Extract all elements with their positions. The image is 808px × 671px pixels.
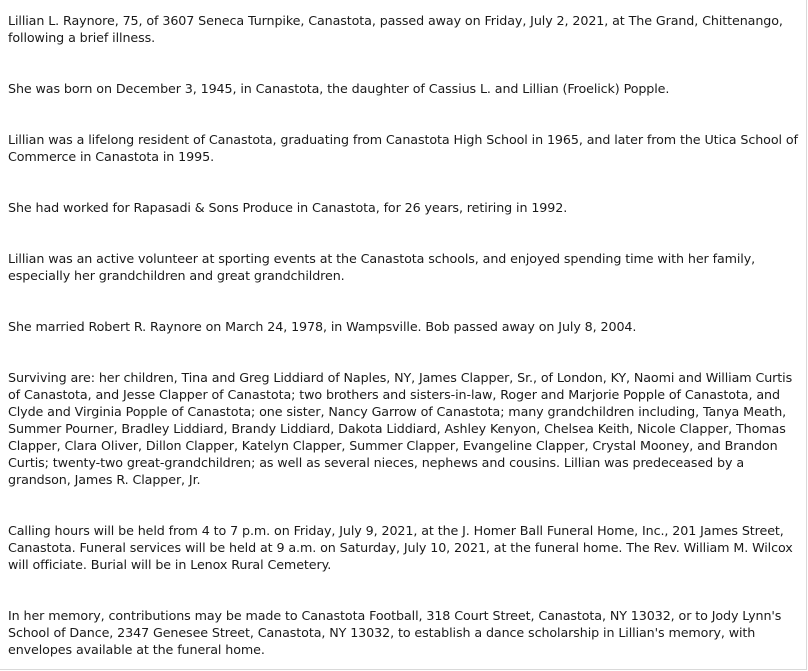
paragraph-birth: She was born on December 3, 1945, in Canastota, the daughter of Cassius L. and Lillian (Froelick) Popple.	[8, 81, 670, 96]
paragraph-survivors: Surviving are: her children, Tina and Greg Liddiard of Naples, NY, James Clapper, Sr., of London, KY, Naomi and William Curtis of Canastota, and Jesse Clapper of Canastota; two brothers and sisters-in-law, Roger and Marjorie Popple of Canastota, and Clyde and Virginia Popple of Canastota; one sister, Nancy Garrow of Canastota; many grandchildren including, Tanya Meath, Summer Pourner, Bradley Liddiard, Brandy Liddiard, Dakota Liddiard, Ashley Kenyon, Chelsea Keith, Nicole Clapper, Thomas Clapper, Clara Oliver, Dillon Clapper, Katelyn Clapper, Summer Clapper, Evangeline Clapper, Crystal Mooney, and Brandon Curtis; twenty-two great-grandchildren; as well as several nieces, nephews and cousins. Lillian was predeceased by a grandson, James R. Clapper, Jr.	[8, 370, 793, 487]
paragraph-work: She had worked for Rapasadi & Sons Produce in Canastota, for 26 years, retiring in 1992.	[8, 200, 568, 215]
paragraph-volunteer: Lillian was an active volunteer at sporting events at the Canastota schools, and enjoyed spending time with her family, especially her grandchildren and great grandchildren.	[8, 251, 756, 283]
paragraph-memorial: In her memory, contributions may be made to Canastota Football, 318 Court Street, Canastota, NY 13032, or to Jody Lynn's School of Dance, 2347 Genesee Street, Canastota, NY 13032, to establish a dance scholarship in Lillian's memory, with envelopes available at the funeral home.	[8, 608, 782, 657]
paragraph-calling-hours: Calling hours will be held from 4 to 7 p.m. on Friday, July 9, 2021, at the J. Homer Ball Funeral Home, Inc., 201 James Street, Canastota. Funeral services will be held at 9 a.m. on Saturday, July 10, 2021, at the funeral home. The Rev. William M. Wilcox will officiate. Burial will be in Lenox Rural Cemetery.	[8, 523, 793, 572]
paragraph-marriage: She married Robert R. Raynore on March 24, 1978, in Wampsville. Bob passed away on July 8, 2004.	[8, 319, 637, 334]
paragraph-education: Lillian was a lifelong resident of Canastota, graduating from Canastota High School in 1965, and later from the Utica School of Commerce in Canastota in 1995.	[8, 132, 798, 164]
paragraph-death-notice: Lillian L. Raynore, 75, of 3607 Seneca Turnpike, Canastota, passed away on Friday, July 2, 2021, at The Grand, Chittenango, following a brief illness.	[8, 13, 783, 45]
obituary-text	[8, 12, 803, 658]
